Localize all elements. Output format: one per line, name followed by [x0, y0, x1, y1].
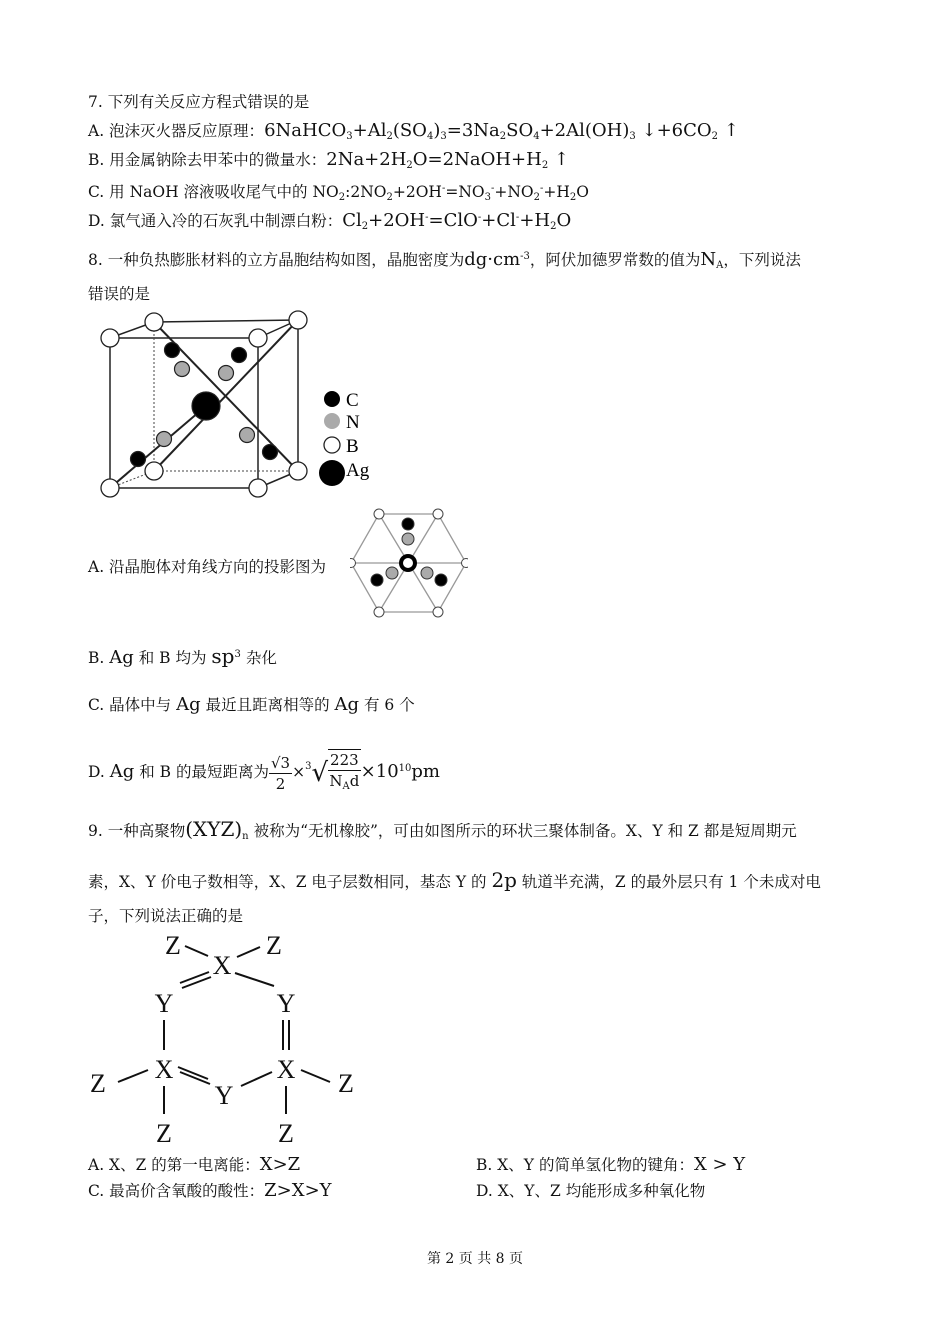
atom-x: X [212, 951, 232, 980]
atom-x: X [154, 1055, 174, 1084]
q7-option-b: B. 用金属钠除去甲苯中的微量水：$2Na+2H_2O=2NaOH+H_2$ ↑ [88, 149, 569, 171]
q9-stem: 9. 一种高聚物$(XYZ)_n$ 被称为“无机橡胶”，可由如图所示的环状三聚体制备。X、Y 和 Z 都是短周期元 [88, 817, 797, 842]
q8-stem-line2: 错误的是 [88, 285, 151, 303]
crystal-legend [319, 390, 370, 486]
legend-ag: Ag [346, 460, 370, 481]
q7-stem: 7. 下列有关反应方程式错误的是 [88, 93, 310, 111]
q7-option-d: D. 氯气通入冷的石灰乳中制漂白粉：$Cl_2+2OH^-=ClO^-+Cl^-+H_2O$ [88, 210, 572, 232]
atom-y: Y [214, 1081, 234, 1110]
page-footer: 第 2 页 共 8 页 [426, 1251, 524, 1267]
q9-option-a: A. X、Z 的第一电离能：X>Z [88, 1154, 301, 1175]
q8-option-d: D. Ag 和 B 的最短距离为 $\frac{√3}{2}$ ×$^3$√ $\frac{223}{N_Ad}$ $\times 10^{10}pm$ [88, 744, 440, 790]
q8-option-a: A. 沿晶胞体对角线方向的投影图为 [88, 558, 327, 576]
atom-z: Z [278, 1119, 294, 1148]
legend-b: B [346, 436, 359, 457]
q9-option-b: B. X、Y 的简单氢化物的键角：X > Y [476, 1154, 746, 1175]
atom-z: Z [156, 1119, 172, 1148]
atom-z: Z [165, 931, 181, 960]
q7-option-a: A. 泡沫灭火器反应原理：$6NaHCO_3+Al_2(SO_4)_3=3Na_2SO_4+2Al(OH)_3$ $↓+6CO_2$ ↑ [88, 120, 739, 142]
cube-root: √ $\frac{223}{N_Ad}$ [311, 749, 360, 797]
atom-z: Z [266, 931, 282, 960]
projection-figure [350, 507, 468, 619]
q8-option-b: B. Ag 和 B 均为 $sp^3$ 杂化 [88, 644, 277, 668]
q9-stem-line3: 子，下列说法正确的是 [88, 907, 244, 925]
atom-y: Y [154, 989, 174, 1018]
q8-stem: 8. 一种负热膨胀材料的立方晶胞结构如图，晶胞密度为$dg\cdot cm^{-3}$，阿伏加德罗常数的值为$N_A$，下列说法 [88, 249, 801, 271]
q9-option-c: C. 最高价含氧酸的酸性：Z>X>Y [88, 1180, 332, 1201]
legend-c: C [346, 390, 359, 411]
atom-z: Z [338, 1069, 354, 1098]
fraction-sqrt3-over-2: $\frac{√3}{2}$ [270, 753, 291, 793]
q7-option-c: C. 用 NaOH 溶液吸收尾气中的 $NO_2:2NO_2+2OH^-=NO_3^-+NO_2^-+H_2O$ [88, 183, 589, 203]
ring-trimer-structure [84, 928, 374, 1150]
atom-x: X [276, 1055, 296, 1084]
atom-y: Y [276, 989, 296, 1018]
crystal-cell-figure [96, 308, 386, 504]
q9-option-d: D. X、Y、Z 均能形成多种氧化物 [476, 1182, 706, 1200]
q8-option-c: C. 晶体中与 Ag 最近且距离相等的 Ag 有 6 个 [88, 694, 415, 715]
legend-n: N [346, 412, 360, 433]
q9-stem-line2: 素，X、Y 价电子数相等，X、Z 电子层数相同，基态 Y 的 2p 轨道半充满，Z 的最外层只有 1 个未成对电 [88, 868, 821, 892]
atom-z: Z [90, 1069, 106, 1098]
